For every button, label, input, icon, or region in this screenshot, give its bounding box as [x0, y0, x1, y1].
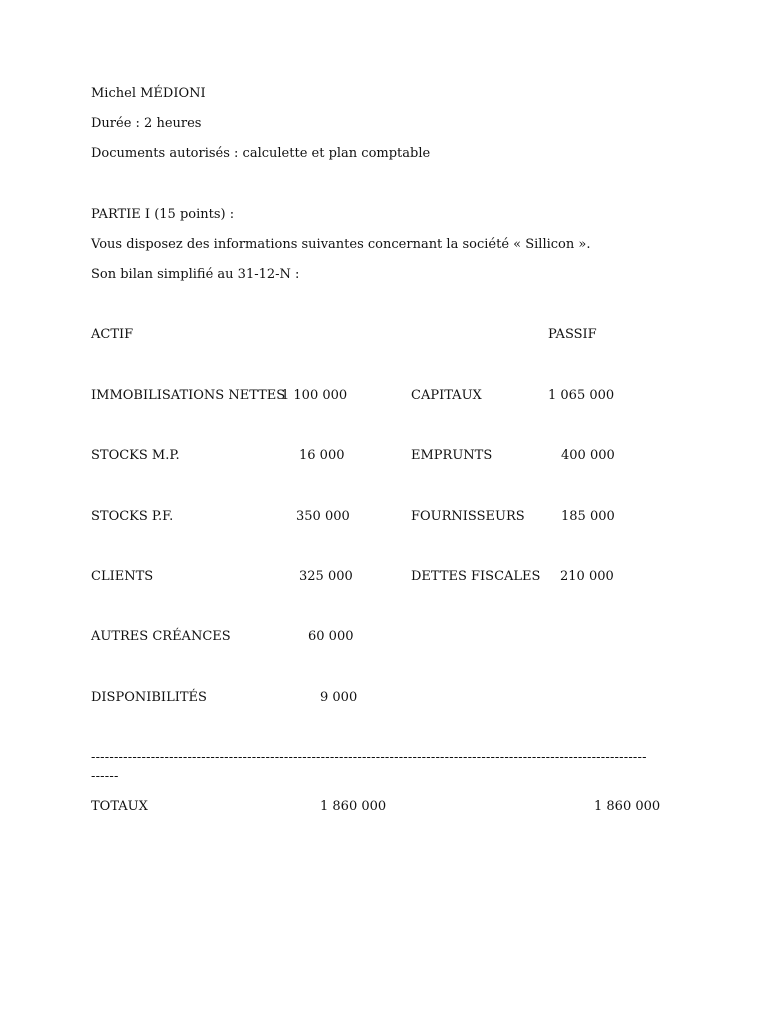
total-passif: 1 860 000	[594, 799, 661, 814]
actif-label: CLIENTS	[91, 569, 154, 584]
passif-label: EMPRUNTS	[411, 448, 493, 463]
actif-label: STOCKS M.P.	[91, 448, 180, 463]
actif-label: AUTRES CRÉANCES	[91, 629, 231, 644]
passif-label: CAPITAUX	[411, 388, 482, 403]
author-name: Michel MÉDIONI	[91, 86, 206, 101]
actif-label: IMMOBILISATIONS NETTES	[91, 388, 286, 403]
actif-header: ACTIF	[91, 327, 134, 342]
actif-value: 9 000	[320, 690, 358, 705]
total-actif: 1 860 000	[320, 799, 387, 814]
part-intro: Vous disposez des informations suivantes concernant la société « Sillicon ».	[91, 237, 591, 252]
passif-label: DETTES FISCALES	[411, 569, 541, 584]
balance-intro: Son bilan simplifié au 31-12-N :	[91, 267, 300, 282]
actif-value: 325 000	[299, 569, 353, 584]
passif-label: FOURNISSEURS	[411, 509, 525, 524]
separator-line: -------------------------------------------------------------------------------------------------------------------------	[91, 751, 647, 764]
actif-label: STOCKS P.F.	[91, 509, 174, 524]
passif-value: 400 000	[561, 448, 615, 463]
actif-label: DISPONIBILITÉS	[91, 690, 207, 705]
actif-value: 60 000	[308, 629, 354, 644]
exam-duration: Durée : 2 heures	[91, 116, 202, 131]
part-title: PARTIE I (15 points) :	[91, 207, 235, 222]
passif-header: PASSIF	[548, 327, 597, 342]
actif-value: 1 100 000	[281, 388, 348, 403]
actif-value: 16 000	[299, 448, 345, 463]
passif-value: 1 065 000	[548, 388, 615, 403]
passif-value: 185 000	[561, 509, 615, 524]
passif-value: 210 000	[560, 569, 614, 584]
allowed-documents: Documents autorisés : calculette et plan comptable	[91, 146, 431, 161]
actif-value: 350 000	[296, 509, 350, 524]
totals-label: TOTAUX	[91, 799, 148, 814]
separator-line-continuation: ------	[91, 770, 119, 783]
